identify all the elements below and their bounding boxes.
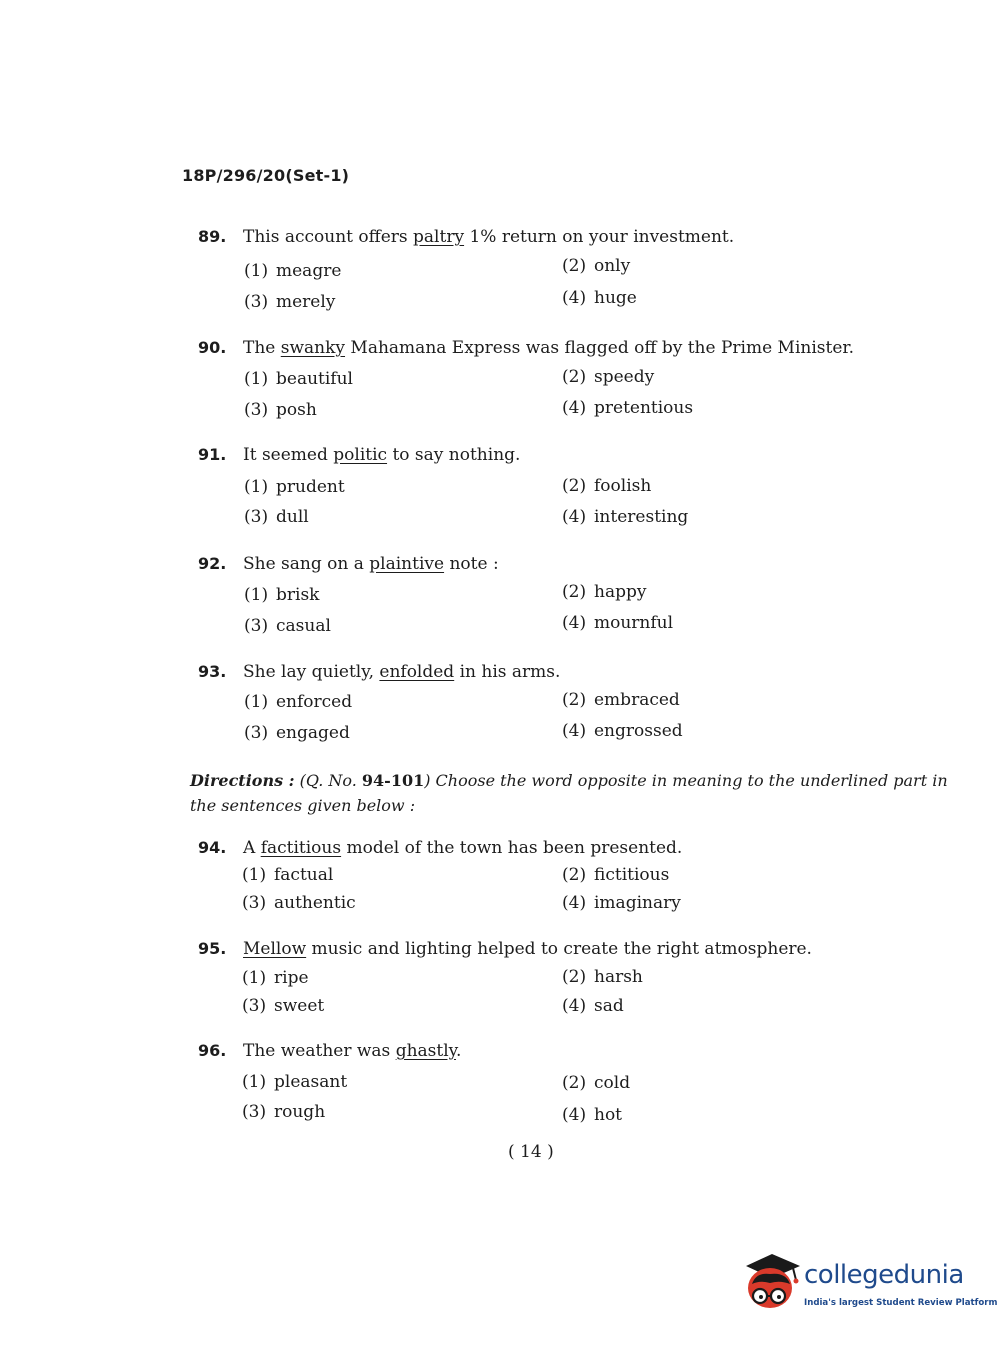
- option-3: (3) merely: [244, 292, 336, 312]
- question-number: 92.: [198, 554, 227, 573]
- underlined-word: politic: [333, 445, 388, 465]
- option-2: (2) only: [562, 256, 631, 276]
- question-text: The weather was ghastly.: [243, 1041, 462, 1061]
- mascot-icon: [742, 1250, 804, 1320]
- question-number: 96.: [198, 1041, 227, 1060]
- question-94: [198, 835, 838, 913]
- paper-code: 18P/296/20(Set-1): [182, 166, 350, 185]
- question-number: 90.: [198, 338, 227, 357]
- question-stem: [198, 659, 838, 685]
- option-1: (1) factual: [242, 865, 334, 885]
- option-4: (4) mournful: [562, 613, 674, 633]
- question-stem: [198, 442, 838, 468]
- option-3: (3) authentic: [242, 893, 356, 913]
- option-3: (3) casual: [244, 616, 331, 636]
- directions: [190, 768, 948, 818]
- option-3: (3) rough: [242, 1102, 326, 1122]
- question-number: 95.: [198, 939, 227, 958]
- question-text: This account offers paltry 1% return on your investment.: [243, 227, 735, 247]
- option-2: (2) embraced: [562, 690, 680, 710]
- option-2: (2) harsh: [562, 967, 643, 987]
- option-2: (2) happy: [562, 582, 647, 602]
- option-1: (1) ripe: [242, 968, 309, 988]
- question-number: 89.: [198, 227, 227, 246]
- question-92: [198, 551, 838, 636]
- option-4: (4) hot: [562, 1105, 623, 1125]
- question-90: [198, 335, 855, 420]
- question-stem: [198, 1038, 838, 1064]
- underlined-word: enfolded: [379, 662, 455, 682]
- option-4: (4) sad: [562, 996, 624, 1016]
- question-stem: [198, 936, 838, 962]
- question-text: Mellow music and lighting helped to create the right atmosphere.: [243, 939, 812, 959]
- question-89: [198, 224, 838, 312]
- directions-line-1: Directions : (Q. No. 94-101) Choose the word opposite in meaning to the underlined part in: [190, 771, 948, 790]
- option-4: (4) interesting: [562, 507, 689, 527]
- question-91: [198, 442, 838, 527]
- question-93: [198, 659, 838, 743]
- question-stem: [198, 335, 855, 361]
- option-3: (3) dull: [244, 507, 309, 527]
- option-2: (2) fictitious: [562, 865, 670, 885]
- question-text: The swanky Mahamana Express was flagged off by the Prime Minister.: [243, 338, 855, 358]
- option-4: (4) pretentious: [562, 398, 694, 418]
- option-1: (1) prudent: [244, 477, 345, 497]
- option-2: (2) foolish: [562, 476, 652, 496]
- option-3: (3) engaged: [244, 723, 350, 743]
- option-1: (1) brisk: [244, 585, 320, 605]
- option-1: (1) beautiful: [244, 369, 353, 389]
- question-95: [198, 936, 838, 1016]
- underlined-word: plaintive: [369, 554, 445, 574]
- underlined-word: ghastly: [395, 1041, 456, 1061]
- option-2: (2) speedy: [562, 367, 655, 387]
- question-number: 94.: [198, 838, 227, 857]
- question-text: She sang on a plaintive note :: [243, 554, 499, 574]
- page-number: ( 14 ): [508, 1142, 554, 1162]
- question-stem: [198, 551, 838, 577]
- question-text: A factitious model of the town has been presented.: [243, 838, 683, 858]
- option-4: (4) huge: [562, 288, 637, 308]
- directions-line-2: the sentences given below :: [190, 796, 416, 815]
- underlined-word: paltry: [413, 227, 465, 247]
- option-3: (3) sweet: [242, 996, 325, 1016]
- underlined-word: factitious: [260, 838, 342, 858]
- question-stem: [198, 835, 838, 861]
- option-4: (4) engrossed: [562, 721, 683, 741]
- option-2: (2) cold: [562, 1073, 631, 1093]
- option-1: (1) pleasant: [242, 1072, 348, 1092]
- logo-wordmark: collegedunia: [804, 1260, 964, 1290]
- collegedunia-logo: [742, 1250, 998, 1320]
- logo-tagline: India's largest Student Review Platform: [804, 1298, 998, 1308]
- question-text: She lay quietly, enfolded in his arms.: [243, 662, 561, 682]
- underlined-word: swanky: [280, 338, 346, 358]
- question-stem: [198, 224, 838, 250]
- question-number: 91.: [198, 445, 227, 464]
- option-3: (3) posh: [244, 400, 317, 420]
- option-4: (4) imaginary: [562, 893, 681, 913]
- question-text: It seemed politic to say nothing.: [243, 445, 521, 465]
- question-96: [198, 1038, 838, 1125]
- option-1: (1) meagre: [244, 261, 342, 281]
- question-number: 93.: [198, 662, 227, 681]
- underlined-word: Mellow: [243, 939, 307, 959]
- option-1: (1) enforced: [244, 692, 353, 712]
